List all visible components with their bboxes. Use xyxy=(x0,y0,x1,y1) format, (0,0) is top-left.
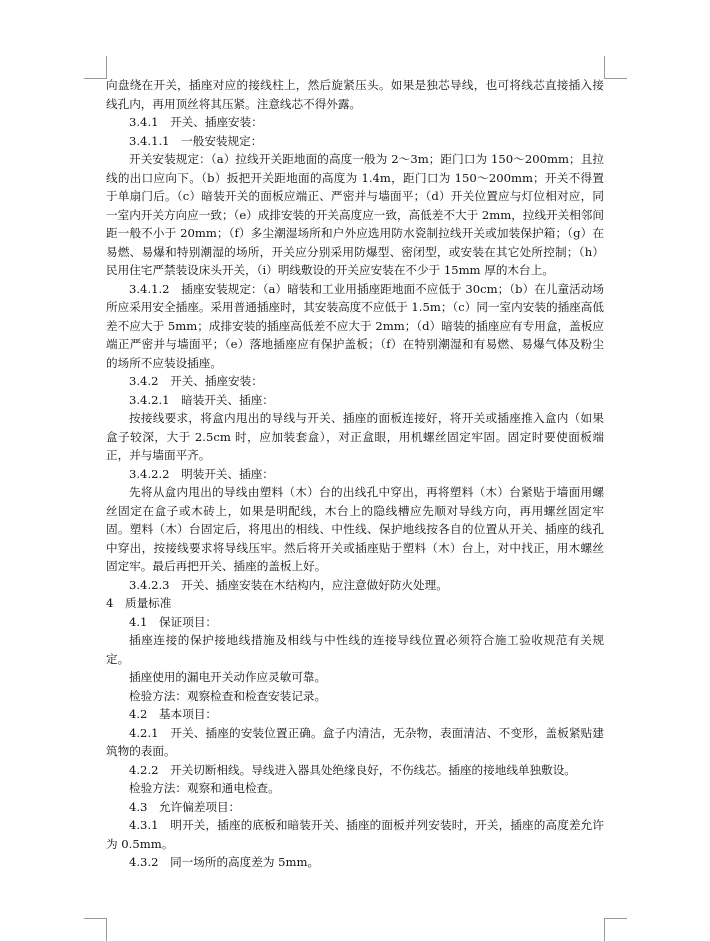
paragraph: 4.3.2 同一场所的高度差为 5mm。 xyxy=(129,855,320,869)
paragraph: 插座连接的保护接地线措施及相线与中性线的连接导线位置必须符合施工验收规范有关规定。 xyxy=(106,633,604,666)
paragraph: 3.4.2.2 明装开关、插座： xyxy=(129,466,274,481)
paragraph: 3.4.2.1 暗装开关、插座： xyxy=(129,392,274,407)
section-heading: 4 质量标准 xyxy=(106,596,172,610)
crop-mark-top-right xyxy=(604,56,627,79)
crop-mark-top-left xyxy=(84,56,107,79)
paragraph: 3.4.1.2 插座安装规定：（a）暗装和工业用插座距地面不应低于 30cm；（b）在儿童活动场所应采用安全插座。采用普通插座时，其安装高度不应低于 1.5m；（c）同一室内安装的插座高低差不应大于 5mm；成排安装的插座高低差不应大于 2mm；（d）暗装的插座应有专用盒，盖板应端正严密并与墙面平；（e）落地插座应有保护盖板；（f）在特别潮湿和有易燃、易爆气体及粉尘的场所不应装设插座。 xyxy=(106,281,604,370)
paragraph: 按接线要求，将盒内甩出的导线与开关、插座的面板连接好，将开关或插座推入盒内（如果盒子较深，大于 2.5cm 时，应加装套盒），对正盒眼，用机螺丝固定牢固。固定时要使面板端正，并与墙面平齐。 xyxy=(106,411,604,462)
paragraph: 3.4.2 开关、插座安装： xyxy=(129,374,263,388)
paragraph: 3.4.1.1 一般安装规定： xyxy=(129,133,263,148)
paragraph: 4.3 允许偏差项目： xyxy=(129,799,241,814)
paragraph: 4.2.2 开关切断相线。导线进入器具处绝缘良好，不伤线芯。插座的接地线单独敷设。 xyxy=(129,762,576,777)
paragraph: 4.2 基本项目： xyxy=(129,707,218,721)
paragraph: 插座使用的漏电开关动作应灵敏可靠。 xyxy=(129,670,327,684)
paragraph: 4.1 保证项目： xyxy=(129,614,218,629)
paragraph: 4.3.1 明开关，插座的底板和暗装开关、插座的面板并列安装时，开关，插座的高度差允许为 0.5mm。 xyxy=(106,818,604,851)
paragraph: 检验方法：观察检查和检查安装记录。 xyxy=(129,688,327,703)
paragraph: 开关安装规定：（a）拉线开关距地面的高度一般为 2～3m；距门口为 150～200mm；且拉线的出口应向下。（b）扳把开关距地面的高度为 1.4m，距门口为 150～200mm；开关不得置于单扇门后。（c）暗装开关的面板应端正、严密并与墙面平；（d）开关位置应与灯位相对应，同一室内开关方向应一致；（e）成排安装的开关高度应一致，高低差不大于 2mm，拉线开关相邻间距一般不小于 20mm；（f）多尘潮湿场所和户外应选用防水瓷制拉线开关或加装保护箱；（g）在易燃、易爆和特别潮湿的场所，开关应分别采用防爆型、密闭型，或安装在其它处所控制；（h）民用住宅严禁装设床头开关，（i）明线敷设的开关应安装在不少于 15mm 厚的木台上。 xyxy=(106,152,604,277)
paragraph: 3.4.1 开关、插座安装： xyxy=(129,115,263,129)
paragraph: 检验方法：观察和通电检查。 xyxy=(129,781,280,795)
document-body xyxy=(106,76,604,872)
paragraph: 向盘绕在开关，插座对应的接线柱上，然后旋紧压头。如果是独芯导线，也可将线芯直接插入接线孔内，再用顶丝将其压紧。注意线芯不得外露。 xyxy=(106,78,604,111)
paragraph: 3.4.2.3 开关、插座安装在木结构内，应注意做好防火处理。 xyxy=(129,577,448,592)
paragraph: 先将从盒内甩出的导线由塑料（木）台的出线孔中穿出，再将塑料（木）台紧贴于墙面用螺丝固定在盒子或木砖上，如果是明配线，木台上的隐线槽应先顺对导线方向，再用螺丝固定牢固。塑料（木）台固定后，将甩出的相线、中性线、保护地线按各自的位置从开关、插座的线孔中穿出，按接线要求将导线压牢。然后将开关或插座贴于塑料（木）台上，对中找正，用木螺丝固定牢。最后再把开关、插座的盖板上好。 xyxy=(106,485,604,573)
paragraph: 4.2.1 开关、插座的安装位置正确。盒子内清洁，无杂物，表面清洁、不变形，盖板紧贴建筑物的表面。 xyxy=(106,725,604,758)
